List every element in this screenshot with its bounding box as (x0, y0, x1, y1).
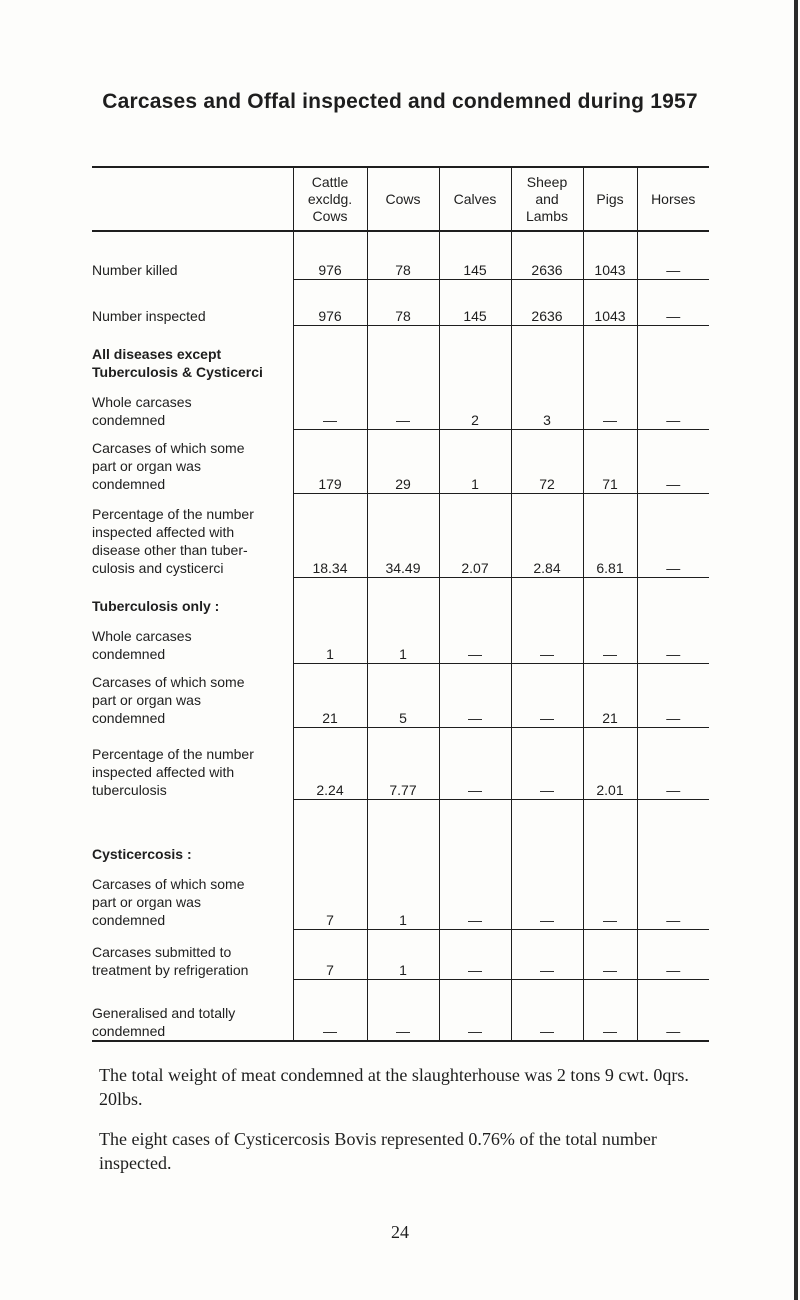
row-label (92, 493, 293, 577)
table-cell: 7 (293, 929, 367, 979)
column-header (367, 167, 439, 231)
table-cell: — (439, 929, 511, 979)
row-label (92, 325, 293, 429)
row-label-text: condemned (92, 646, 166, 662)
table-cell: — (583, 799, 637, 929)
table-cell: — (439, 979, 511, 1041)
table-header-row (92, 167, 709, 231)
column-header-text: Cows (385, 190, 421, 207)
table-cell: 2.01 (583, 727, 637, 799)
row-label (92, 279, 293, 325)
column-header (583, 167, 637, 231)
table-cell: — (637, 577, 709, 663)
table-cell: — (511, 929, 583, 979)
table-cell: 7 (293, 799, 367, 929)
row-label-text: culosis and cysticerci (92, 560, 224, 576)
table-cell: 71 (583, 429, 637, 493)
row-label-text: Percentage of the number (92, 506, 254, 522)
column-header-text: and (535, 190, 559, 207)
table-cell: 72 (511, 429, 583, 493)
table-cell: — (583, 929, 637, 979)
table-cell: 2.24 (293, 727, 367, 799)
table-row-all-part-condemned (92, 429, 709, 493)
table-cell: — (637, 325, 709, 429)
row-label-text: inspected affected with (92, 524, 235, 540)
column-header-text: Lambs (525, 207, 569, 224)
row-label-text: condemned (92, 1023, 166, 1039)
row-label-text: Whole carcases (92, 628, 192, 644)
table-cell: 1043 (583, 279, 637, 325)
row-label-text: part or organ was (92, 458, 201, 474)
table-cell: — (439, 799, 511, 929)
table-cell: 2636 (511, 231, 583, 279)
row-label-text: Carcases submitted to (92, 944, 232, 960)
table-row-tb-part-condemned (92, 663, 709, 727)
table-cell: 1 (367, 799, 439, 929)
row-label-text: part or organ was (92, 894, 201, 910)
row-label (92, 979, 293, 1041)
table-cell: 5 (367, 663, 439, 727)
table-row-all-whole-condemned (92, 325, 709, 429)
column-header-text: Sheep (526, 173, 568, 190)
column-header (439, 167, 511, 231)
table-cell: 145 (439, 279, 511, 325)
table-cell: 29 (367, 429, 439, 493)
table-cell: 1 (293, 577, 367, 663)
table-cell: — (637, 799, 709, 929)
table-row-number-inspected (92, 279, 709, 325)
table-cell: — (293, 325, 367, 429)
table-cell: — (511, 727, 583, 799)
row-label-text: part or organ was (92, 692, 201, 708)
table-row-number-killed (92, 231, 709, 279)
table-cell: — (637, 929, 709, 979)
row-label-text: condemned (92, 710, 166, 726)
table-cell: — (439, 577, 511, 663)
table-cell: — (637, 493, 709, 577)
table-cell: — (637, 663, 709, 727)
table-cell: — (511, 577, 583, 663)
row-label-text: tuberculosis (92, 782, 167, 798)
table-row-cyst-refrigeration (92, 929, 709, 979)
table-cell: — (583, 979, 637, 1041)
inspection-table (92, 166, 709, 1042)
row-label (92, 231, 293, 279)
table-cell: 1 (367, 929, 439, 979)
table-cell: — (367, 979, 439, 1041)
table-cell: — (637, 727, 709, 799)
row-label (92, 429, 293, 493)
table-cell: 1 (439, 429, 511, 493)
table-row-tb-percentage (92, 727, 709, 799)
column-header-text: Pigs (596, 190, 624, 207)
table-cell: — (367, 325, 439, 429)
header-corner (92, 167, 293, 231)
page-edge-shadow (794, 0, 798, 1300)
table-cell: — (511, 799, 583, 929)
row-label-text: Carcases of which some (92, 674, 245, 690)
row-label-text: Percentage of the number (92, 746, 254, 762)
table-cell: — (511, 663, 583, 727)
table-cell: 976 (293, 279, 367, 325)
row-label-text: condemned (92, 476, 166, 492)
table-cell: — (511, 979, 583, 1041)
table-cell: — (637, 279, 709, 325)
row-label-text: treatment by refrigeration (92, 962, 249, 978)
table-cell: — (637, 231, 709, 279)
table-cell: — (637, 979, 709, 1041)
table-cell: 976 (293, 231, 367, 279)
table-cell: 78 (367, 279, 439, 325)
row-label-text: inspected affected with (92, 764, 235, 780)
table-cell: 1043 (583, 231, 637, 279)
table-row-all-percentage (92, 493, 709, 577)
table-cell: — (583, 325, 637, 429)
table-cell: 21 (583, 663, 637, 727)
table-cell: 2.84 (511, 493, 583, 577)
section-heading: Cysticercosis : (92, 846, 192, 862)
row-label (92, 663, 293, 727)
table-row-tb-whole-condemned (92, 577, 709, 663)
table-cell: 78 (367, 231, 439, 279)
row-label-text: Number killed (92, 262, 178, 278)
page-title: Carcases and Offal inspected and condemned during 1957 (102, 90, 698, 113)
row-label-text: Carcases of which some (92, 876, 245, 892)
column-header (511, 167, 583, 231)
table-cell: 18.34 (293, 493, 367, 577)
table-cell: — (439, 663, 511, 727)
table-cell: 3 (511, 325, 583, 429)
row-label (92, 577, 293, 663)
table-cell: 179 (293, 429, 367, 493)
table-cell: — (293, 979, 367, 1041)
table-row-cyst-part-condemned (92, 799, 709, 929)
section-heading: All diseases except Tuberculosis & Cysticerci (92, 346, 263, 380)
row-label (92, 727, 293, 799)
section-heading: Tuberculosis only : (92, 598, 220, 614)
table-cell: 1 (367, 577, 439, 663)
column-header (293, 167, 367, 231)
table-cell: — (439, 727, 511, 799)
table-row-cyst-generalised (92, 979, 709, 1041)
row-label-text: condemned (92, 912, 166, 928)
table-cell: 34.49 (367, 493, 439, 577)
table-cell: — (637, 429, 709, 493)
table-cell: 21 (293, 663, 367, 727)
row-label-text: Number inspected (92, 308, 206, 324)
page-number: 24 (391, 1222, 409, 1242)
column-header-text: excldg. (307, 190, 353, 207)
column-header-text: Cattle (311, 173, 349, 190)
row-label-text: Generalised and totally (92, 1005, 236, 1021)
cysticercosis-paragraph: The eight cases of Cysticercosis Bovis represented 0.76% of the total number inspected. (99, 1129, 657, 1173)
table-cell: 6.81 (583, 493, 637, 577)
table-cell: 2636 (511, 279, 583, 325)
row-label-text: condemned (92, 412, 166, 428)
column-header (637, 167, 709, 231)
column-header-text: Cows (312, 207, 348, 224)
row-label (92, 799, 293, 929)
row-label-text: disease other than tuber- (92, 542, 248, 558)
table-cell: 145 (439, 231, 511, 279)
row-label (92, 929, 293, 979)
table-cell: — (583, 577, 637, 663)
column-header-text: Calves (453, 190, 497, 207)
column-header-text: Horses (651, 190, 696, 207)
table-cell: 7.77 (367, 727, 439, 799)
row-label-text: Carcases of which some (92, 440, 245, 456)
table-cell: 2 (439, 325, 511, 429)
total-weight-paragraph: The total weight of meat condemned at the slaughterhouse was 2 tons 9 cwt. 0qrs. 20lbs. (99, 1065, 689, 1109)
table-cell: 2.07 (439, 493, 511, 577)
row-label-text: Whole carcases (92, 394, 192, 410)
